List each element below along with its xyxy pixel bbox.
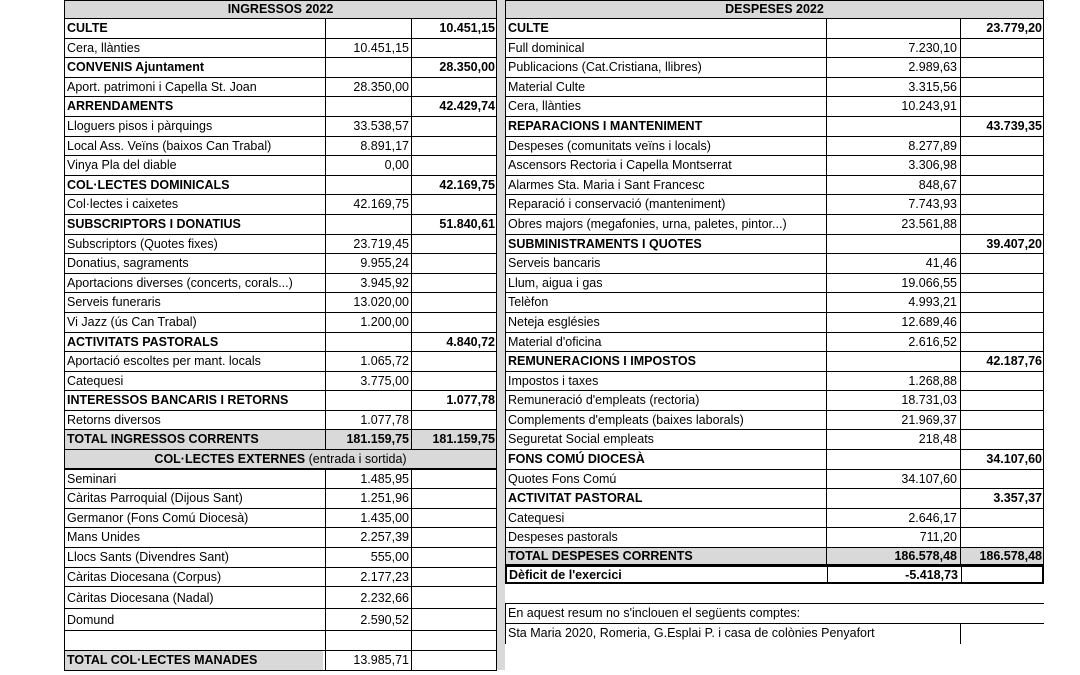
ingressos-rows (64, 19, 497, 430)
despeses-total (960, 78, 1044, 97)
note-line-2: Sta Maria 2020, Romeria, G.Esplai P. i casa de colònies Penyafort (506, 623, 1044, 643)
despeses-title: DESPESES 2022 (505, 0, 1044, 19)
ingressos-row (64, 313, 497, 333)
despeses-total (960, 293, 1044, 312)
ingressos-label: COL·LECTES DOMINICALS (67, 177, 230, 192)
ingressos-label: SUBSCRIPTORS I DONATIUS (67, 216, 241, 231)
collecta-row (64, 528, 497, 548)
despeses-subtotal: 18.731,03 (826, 391, 960, 410)
despeses-label: Impostos i taxes (508, 373, 599, 388)
despeses-row (505, 528, 1044, 548)
ingressos-row (64, 39, 497, 59)
despeses-total (960, 195, 1044, 214)
ingressos-label: CULTE (67, 21, 108, 35)
despeses-subtotal: 12.689,46 (826, 313, 960, 332)
collecta-row (64, 509, 497, 529)
despeses-total (960, 176, 1044, 195)
despeses-row (505, 19, 1044, 39)
collecta-row (64, 548, 497, 568)
collecta-row (64, 489, 497, 509)
ingressos-subtotal (325, 19, 411, 38)
collecta-row (64, 470, 497, 490)
despeses-label: Llum, aigua i gas (508, 275, 603, 290)
financial-summary-table (64, 0, 1044, 670)
despeses-row (505, 195, 1044, 215)
ingressos-row (64, 235, 497, 255)
despeses-subtotal: 10.243,91 (826, 97, 960, 116)
ingressos-total (411, 39, 497, 58)
ingressos-row (64, 372, 497, 392)
collecta-value: 555,00 (325, 548, 411, 567)
despeses-total: 43.739,35 (960, 117, 1044, 136)
despeses-subtotal: 711,20 (826, 528, 960, 547)
despeses-label: Reparació i conservació (manteniment) (508, 197, 726, 212)
collecta-value: 1.435,00 (325, 509, 411, 528)
ingressos-total (411, 78, 497, 97)
collecta-value: 1.251,96 (325, 489, 411, 508)
despeses-total (960, 156, 1044, 175)
despeses-subtotal: 3.315,56 (826, 78, 960, 97)
ingressos-total (411, 254, 497, 273)
ingressos-row (64, 156, 497, 176)
despeses-row (505, 509, 1044, 529)
column-separator (497, 0, 505, 670)
ingressos-subtotal (325, 333, 411, 352)
ingressos-total (411, 137, 497, 156)
despeses-row (505, 489, 1044, 509)
ingressos-subtotal: 3.945,92 (325, 274, 411, 293)
despeses-total (960, 97, 1044, 116)
ingressos-subtotal: 1.065,72 (325, 352, 411, 371)
ingressos-label: Aport. patrimoni i Capella St. Joan (67, 79, 257, 94)
despeses-row (505, 235, 1044, 255)
ingressos-total (411, 313, 497, 332)
despeses-label: REPARACIONS I MANTENIMENT (508, 118, 703, 133)
total-ingressos-row (64, 430, 497, 450)
despeses-total (960, 333, 1044, 352)
despeses-label: Telèfon (508, 295, 549, 310)
total-ingressos-total: 181.159,75 (411, 430, 497, 449)
despeses-label: Complements d'empleats (baixes laborals) (508, 412, 744, 427)
despeses-label: Despeses (comunitats veïns i locals) (508, 138, 711, 153)
despeses-row (505, 313, 1044, 333)
ingressos-subtotal: 10.451,15 (325, 39, 411, 58)
ingressos-subtotal (325, 97, 411, 116)
ingressos-subtotal (325, 215, 411, 234)
despeses-label: Despeses pastorals (508, 530, 618, 545)
ingressos-row (64, 411, 497, 431)
despeses-total: 42.187,76 (960, 352, 1044, 371)
despeses-row (505, 411, 1044, 431)
collectes-externes-subtitle: (entrada i sortida) (305, 452, 407, 467)
collectes-externes-header (64, 450, 497, 470)
despeses-subtotal: 21.969,37 (826, 411, 960, 430)
despeses-label: REMUNERACIONS I IMPOSTOS (508, 354, 696, 369)
despeses-row (505, 352, 1044, 372)
despeses-label: Material Culte (508, 79, 586, 94)
despeses-row (505, 39, 1044, 59)
ingressos-label: Retorns diversos (67, 412, 161, 427)
despeses-subtotal: 34.107,60 (826, 470, 960, 489)
spacer (505, 584, 1044, 603)
collecta-value: 2.257,39 (325, 528, 411, 547)
despeses-total (960, 411, 1044, 430)
ingressos-total (411, 235, 497, 254)
note-box (505, 603, 1044, 644)
ingressos-total (411, 156, 497, 175)
despeses-label: CULTE (508, 21, 549, 35)
despeses-label: Seguretat Social empleats (508, 432, 654, 447)
ingressos-total: 42.169,75 (411, 176, 497, 195)
despeses-total (960, 372, 1044, 391)
total-despeses-label: TOTAL DESPESES CORRENTS (508, 548, 826, 564)
ingressos-row (64, 352, 497, 372)
despeses-subtotal (826, 117, 960, 136)
collecta-label: Mans Unides (67, 530, 140, 545)
ingressos-total (411, 372, 497, 391)
collecta-label: Càritas Diocesana (Corpus) (67, 569, 222, 584)
ingressos-subtotal (325, 176, 411, 195)
ingressos-label: ARRENDAMENTS (67, 99, 174, 114)
ingressos-subtotal: 9.955,24 (325, 254, 411, 273)
despeses-total (960, 137, 1044, 156)
collecta-value: 2.232,66 (325, 587, 411, 608)
collecta-label: Càritas Diocesana (Nadal) (67, 591, 214, 606)
despeses-label: Material d'oficina (508, 334, 602, 349)
ingressos-label: Local Ass. Veïns (baixos Can Trabal) (67, 138, 272, 153)
ingressos-subtotal: 23.719,45 (325, 235, 411, 254)
despeses-subtotal: 8.277,89 (826, 137, 960, 156)
despeses-label: Alarmes Sta. Maria i Sant Francesc (508, 177, 705, 192)
ingressos-subtotal: 42.169,75 (325, 195, 411, 214)
collecta-row (64, 609, 497, 631)
collectes-rows (64, 470, 497, 632)
deficit-row (505, 565, 1044, 584)
ingressos-row (64, 293, 497, 313)
despeses-row (505, 137, 1044, 157)
ingressos-row (64, 176, 497, 196)
ingressos-row (64, 195, 497, 215)
ingressos-row (64, 58, 497, 78)
despeses-label: Publicacions (Cat.Cristiana, llibres) (508, 60, 702, 75)
ingressos-label: CONVENIS Ajuntament (67, 60, 205, 75)
ingressos-title: INGRESSOS 2022 (64, 0, 497, 19)
ingressos-label: Subscriptors (Quotes fixes) (67, 236, 218, 251)
despeses-subtotal: 2.989,63 (826, 58, 960, 77)
despeses-row (505, 274, 1044, 294)
despeses-label: Quotes Fons Comú (508, 471, 617, 486)
despeses-total: 23.779,20 (960, 19, 1044, 38)
despeses-section (505, 0, 1044, 644)
despeses-subtotal: 19.066,55 (826, 274, 960, 293)
despeses-row (505, 58, 1044, 78)
ingressos-total: 42.429,74 (411, 97, 497, 116)
despeses-total: 34.107,60 (960, 450, 1044, 469)
collecta-label: Càritas Parroquial (Dijous Sant) (67, 491, 243, 506)
total-collectes-row (64, 651, 497, 671)
despeses-total: 39.407,20 (960, 235, 1044, 254)
total-collectes-value: 13.985,71 (325, 651, 411, 670)
ingressos-label: Aportacions diverses (concerts, corals...) (67, 275, 293, 290)
despeses-total (960, 391, 1044, 410)
despeses-total (960, 313, 1044, 332)
despeses-total (960, 215, 1044, 234)
blank-row (64, 631, 497, 651)
ingressos-label: Aportació escoltes per mant. locals (67, 354, 261, 369)
despeses-row (505, 372, 1044, 392)
despeses-row (505, 156, 1044, 176)
despeses-subtotal: 7.743,93 (826, 195, 960, 214)
despeses-subtotal: 848,67 (826, 176, 960, 195)
total-ingressos-label: TOTAL INGRESSOS CORRENTS (67, 430, 323, 449)
ingressos-total: 10.451,15 (411, 19, 497, 38)
despeses-row (505, 450, 1044, 470)
despeses-label: Ascensors Rectoria i Capella Montserrat (508, 158, 732, 173)
despeses-label: Full dominical (508, 40, 585, 55)
despeses-label: Neteja esglésies (508, 314, 600, 329)
ingressos-total (411, 274, 497, 293)
ingressos-label: Col·lectes i caixetes (67, 197, 179, 212)
ingressos-label: Lloguers pisos i pàrquings (67, 118, 213, 133)
despeses-total (960, 39, 1044, 58)
ingressos-row (64, 333, 497, 353)
despeses-row (505, 117, 1044, 137)
ingressos-label: Vi Jazz (ús Can Trabal) (67, 314, 197, 329)
ingressos-total: 51.840,61 (411, 215, 497, 234)
despeses-subtotal: 3.306,98 (826, 156, 960, 175)
collecta-row (64, 568, 497, 588)
ingressos-total (411, 293, 497, 312)
total-despeses-row (505, 548, 1044, 565)
ingressos-total (411, 117, 497, 136)
despeses-total (960, 528, 1044, 547)
despeses-subtotal (826, 19, 960, 38)
ingressos-subtotal: 1.200,00 (325, 313, 411, 332)
despeses-total (960, 470, 1044, 489)
ingressos-row (64, 215, 497, 235)
despeses-subtotal (826, 450, 960, 469)
collecta-label: Domund (67, 613, 115, 628)
despeses-row (505, 97, 1044, 117)
despeses-row (505, 78, 1044, 98)
despeses-row (505, 176, 1044, 196)
ingressos-total (411, 352, 497, 371)
ingressos-total: 1.077,78 (411, 391, 497, 410)
total-ingressos-sub: 181.159,75 (325, 430, 411, 449)
total-despeses-total: 186.578,48 (960, 548, 1044, 564)
ingressos-subtotal: 3.775,00 (325, 372, 411, 391)
ingressos-row (64, 19, 497, 39)
despeses-total (960, 509, 1044, 528)
despeses-row (505, 333, 1044, 353)
despeses-total (960, 274, 1044, 293)
despeses-subtotal: 218,48 (826, 430, 960, 449)
despeses-subtotal: 2.646,17 (826, 509, 960, 528)
ingressos-row (64, 137, 497, 157)
despeses-label: Obres majors (megafonies, urna, paletes, pintor...) (508, 216, 787, 231)
ingressos-row (64, 117, 497, 137)
ingressos-section (64, 0, 497, 671)
despeses-subtotal: 41,46 (826, 254, 960, 273)
despeses-row (505, 391, 1044, 411)
despeses-row (505, 293, 1044, 313)
despeses-label: ACTIVITAT PASTORAL (508, 491, 643, 506)
collecta-label: Llocs Sants (Divendres Sant) (67, 550, 229, 565)
collecta-label: Seminari (67, 471, 117, 486)
collecta-value: 2.177,23 (325, 568, 411, 587)
collecta-value: 2.590,52 (325, 609, 411, 630)
despeses-label: Cera, llànties (508, 99, 581, 114)
despeses-label: Catequesi (508, 510, 565, 525)
ingressos-subtotal: 33.538,57 (325, 117, 411, 136)
despeses-label: SUBMINISTRAMENTS I QUOTES (508, 236, 702, 251)
despeses-subtotal (826, 489, 960, 508)
despeses-subtotal: 2.616,52 (826, 333, 960, 352)
ingressos-row (64, 254, 497, 274)
ingressos-label: Serveis funeraris (67, 295, 161, 310)
ingressos-subtotal: 13.020,00 (325, 293, 411, 312)
ingressos-total (411, 411, 497, 430)
note-divider (960, 623, 961, 644)
despeses-subtotal (826, 352, 960, 371)
total-collectes-label: TOTAL COL·LECTES MANADES (65, 651, 323, 670)
despeses-row (505, 254, 1044, 274)
deficit-value: -5.418,73 (827, 567, 961, 582)
despeses-total (960, 254, 1044, 273)
ingressos-label: Catequesi (67, 373, 124, 388)
ingressos-label: Cera, llànties (67, 40, 140, 55)
despeses-total: 3.357,37 (960, 489, 1044, 508)
ingressos-total: 4.840,72 (411, 333, 497, 352)
despeses-rows (505, 19, 1044, 548)
collecta-label: Germanor (Fons Comú Diocesà) (67, 510, 249, 525)
despeses-subtotal: 4.993,21 (826, 293, 960, 312)
ingressos-total: 28.350,00 (411, 58, 497, 77)
despeses-subtotal: 23.561,88 (826, 215, 960, 234)
ingressos-row (64, 97, 497, 117)
ingressos-subtotal (325, 391, 411, 410)
despeses-row (505, 470, 1044, 490)
collecta-value: 1.485,95 (325, 470, 411, 489)
despeses-row (505, 215, 1044, 235)
ingressos-row (64, 274, 497, 294)
ingressos-label: ACTIVITATS PASTORALS (67, 334, 219, 349)
despeses-label: FONS COMÚ DIOCESÀ (508, 452, 645, 467)
deficit-label: Dèficit de l'exercici (509, 568, 622, 583)
despeses-subtotal: 7.230,10 (826, 39, 960, 58)
ingressos-subtotal (325, 58, 411, 77)
ingressos-subtotal: 0,00 (325, 156, 411, 175)
ingressos-row (64, 391, 497, 411)
ingressos-label: Donatius, sagraments (67, 256, 189, 271)
collectes-externes-title: COL·LECTES EXTERNES (154, 452, 306, 467)
note-line-1: En aquest resum no s'inclouen el següents comptes: (508, 606, 801, 621)
despeses-subtotal: 1.268,88 (826, 372, 960, 391)
despeses-total (960, 58, 1044, 77)
despeses-label: Serveis bancaris (508, 256, 601, 271)
despeses-subtotal (826, 235, 960, 254)
ingressos-label: Vinya Pla del diable (67, 158, 177, 173)
ingressos-subtotal: 28.350,00 (325, 78, 411, 97)
ingressos-label: INTERESSOS BANCARIS I RETORNS (67, 393, 289, 408)
ingressos-total (411, 195, 497, 214)
total-despeses-sub: 186.578,48 (826, 548, 960, 564)
collecta-row (64, 587, 497, 609)
ingressos-subtotal: 1.077,78 (325, 411, 411, 430)
ingressos-row (64, 78, 497, 98)
despeses-total (960, 430, 1044, 449)
ingressos-subtotal: 8.891,17 (325, 137, 411, 156)
despeses-label: Remuneració d'empleats (rectoria) (508, 393, 700, 408)
despeses-row (505, 430, 1044, 450)
